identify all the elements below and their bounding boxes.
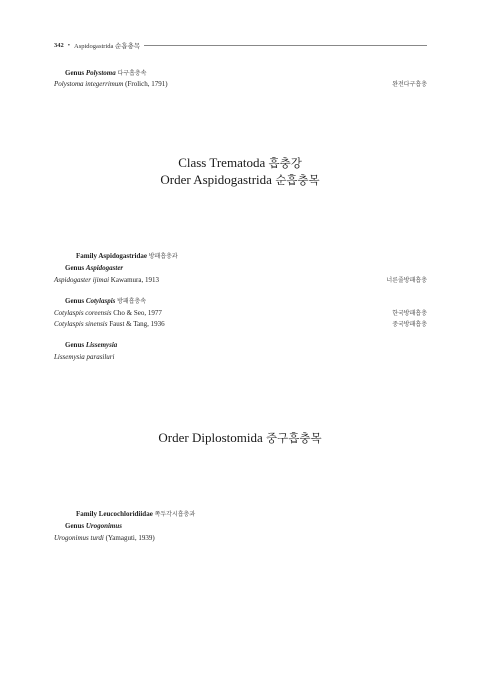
genus-urogonimus-heading: Genus Urogonimus <box>65 522 122 530</box>
family-aspidogastridae-heading: Family Aspidogastridae 방패흡충과 <box>76 252 178 260</box>
genus-polystoma-heading: Genus Polystoma 다구흡충속 <box>65 69 147 77</box>
running-header <box>54 41 140 50</box>
species-korean-name: 완전다구흡충 <box>392 81 427 88</box>
order-diplostomida-heading: Order Diplostomida 중구흡충목 <box>158 430 322 445</box>
page-number: 342 <box>54 42 64 49</box>
species-cotylaspis-sinensis: Cotylaspis sinensis Faust & Tang, 1936 <box>54 320 165 328</box>
species-korean-name: 한국방패흡충 <box>392 310 427 317</box>
header-bullet: • <box>67 42 71 49</box>
order-heading: Order Aspidogastrida 순흡충목 <box>160 172 320 187</box>
species-korean-name: 중국방패흡충 <box>392 321 427 328</box>
genus-aspidogaster-heading: Genus Aspidogaster <box>65 264 124 272</box>
species-polystoma-integerrimum: Polystoma integerrimum (Frolich, 1791) <box>54 80 168 88</box>
species-urogonimus-turdi: Urogonimus turdi (Yamaguti, 1939) <box>54 534 155 542</box>
species-lissemysia-parasiluri: Lissemysia parasiluri <box>54 353 115 361</box>
species-aspidogaster-ijimai: Aspidogaster ijimai Kawamura, 1913 <box>54 276 159 284</box>
family-leucochloridiidae-heading: Family Leucochloridiidae 쪽두각시흡충과 <box>76 510 196 518</box>
class-heading: Class Trematoda 흡충강 <box>178 155 302 170</box>
genus-lissemysia-heading: Genus Lissemysia <box>65 341 118 349</box>
header-section: Aspidogastrida 순흡충목 <box>74 43 141 50</box>
header-rule <box>144 45 427 46</box>
species-korean-name: 너른줄방패흡충 <box>386 277 427 284</box>
species-cotylaspis-coreensis: Cotylaspis coreensis Cho & Seo, 1977 <box>54 309 162 317</box>
genus-cotylaspis-heading: Genus Cotylaspis 방패흡충속 <box>65 297 147 305</box>
